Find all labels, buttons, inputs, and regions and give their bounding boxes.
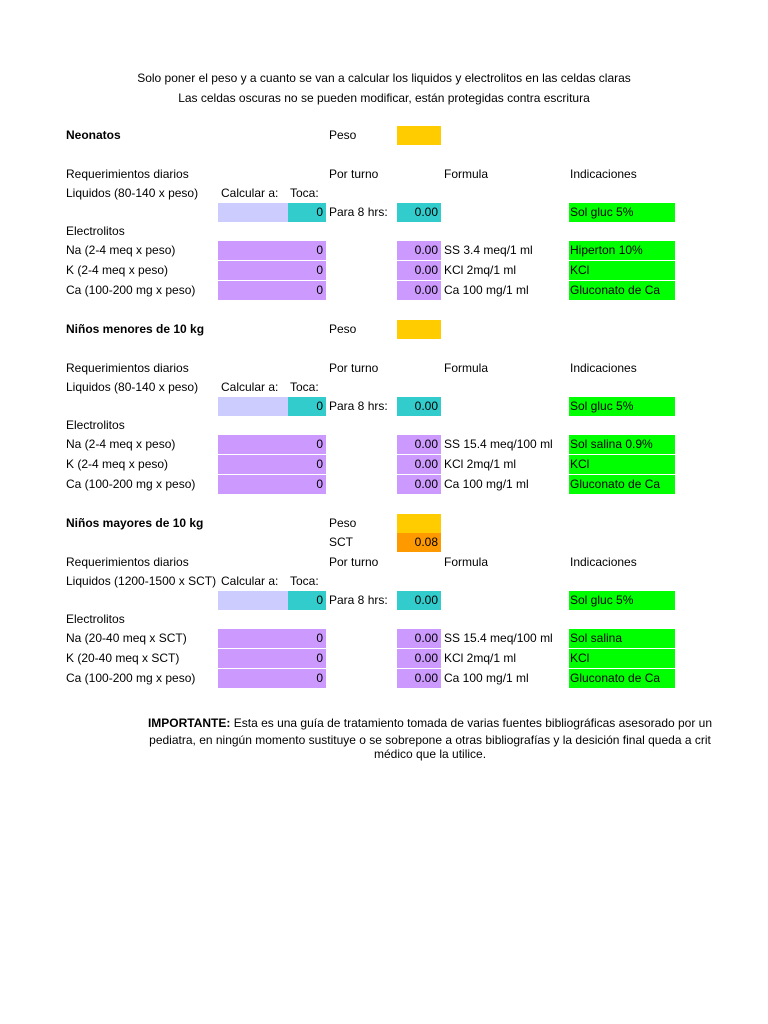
indicaciones-header: Indicaciones <box>570 555 637 569</box>
electrolyte-per-turno: 0.00 <box>397 281 441 300</box>
electrolyte-per-turno: 0.00 <box>397 649 441 668</box>
instructions-line-1: Solo poner el peso y a cuanto se van a calcular los liquidos y electrolitos en las celdas claras <box>137 71 631 85</box>
electrolyte-label: Na (2-4 meq x peso) <box>66 243 176 257</box>
liquid-indication: Sol gluc 5% <box>569 591 675 610</box>
electrolyte-indication: Hiperton 10% <box>569 241 675 260</box>
important-note-line-2: pediatra, en ningún momento sustituye o se sobrepone a otras bibliografías y la desición final queda a crit <box>149 733 711 747</box>
para-8-hrs-label: Para 8 hrs: <box>329 205 388 219</box>
electrolitos-label: Electrolitos <box>66 418 125 432</box>
liquidos-label: Liquidos (80-140 x peso) <box>66 186 199 200</box>
electrolyte-indication: KCl <box>569 649 675 668</box>
electrolitos-label: Electrolitos <box>66 224 125 238</box>
formula-header: Formula <box>444 167 489 181</box>
formula-header: Formula <box>444 555 489 569</box>
electrolyte-per-turno: 0.00 <box>397 241 441 260</box>
important-note-line-1 <box>60 714 768 732</box>
electrolyte-indication: KCl <box>569 261 675 280</box>
formula-header: Formula <box>444 361 489 375</box>
sct-label: SCT <box>329 535 353 549</box>
peso-label: Peso <box>329 128 357 142</box>
electrolyte-indication: Gluconato de Ca <box>569 669 675 688</box>
calcular-input[interactable] <box>218 397 288 416</box>
electrolyte-value: 0 <box>218 455 326 474</box>
electrolyte-label: Ca (100-200 mg x peso) <box>66 477 196 491</box>
electrolyte-label: Na (2-4 meq x peso) <box>66 437 176 451</box>
electrolyte-value: 0 <box>218 281 326 300</box>
peso-label: Peso <box>329 322 357 336</box>
electrolyte-label: K (2-4 meq x peso) <box>66 457 169 471</box>
electrolyte-per-turno: 0.00 <box>397 475 441 494</box>
toca-value: 0 <box>288 203 326 222</box>
electrolyte-per-turno: 0.00 <box>397 435 441 454</box>
instructions-line-2: Las celdas oscuras no se pueden modificar, están protegidas contra escritura <box>178 91 590 105</box>
electrolyte-value: 0 <box>218 435 326 454</box>
calcular-label: Calcular a: <box>221 574 279 588</box>
por-turno-header: Por turno <box>329 555 379 569</box>
electrolyte-indication: Gluconato de Ca <box>569 281 675 300</box>
electrolyte-formula: Ca 100 mg/1 ml <box>444 283 529 297</box>
electrolyte-per-turno: 0.00 <box>397 629 441 648</box>
para-8-hrs-value: 0.00 <box>397 591 441 610</box>
toca-value: 0 <box>288 591 326 610</box>
electrolyte-indication: Sol salina 0.9% <box>569 435 675 454</box>
electrolyte-indication: Sol salina <box>569 629 675 648</box>
liquidos-label: Liquidos (80-140 x peso) <box>66 380 199 394</box>
por-turno-header: Por turno <box>329 167 379 181</box>
peso-label: Peso <box>329 516 357 530</box>
peso-input[interactable] <box>397 514 441 533</box>
important-text: Esta es una guía de tratamiento tomada de varias fuentes bibliográficas asesorado por un <box>230 716 713 730</box>
electrolyte-formula: Ca 100 mg/1 ml <box>444 477 529 491</box>
para-8-hrs-value: 0.00 <box>397 203 441 222</box>
electrolyte-indication: KCl <box>569 455 675 474</box>
electrolyte-value: 0 <box>218 629 326 648</box>
electrolyte-indication: Gluconato de Ca <box>569 475 675 494</box>
calcular-input[interactable] <box>218 203 288 222</box>
electrolyte-value: 0 <box>218 475 326 494</box>
requerimientos-label: Requerimientos diarios <box>66 167 189 181</box>
toca-value: 0 <box>288 397 326 416</box>
liquid-indication: Sol gluc 5% <box>569 203 675 222</box>
requerimientos-label: Requerimientos diarios <box>66 361 189 375</box>
section-title: Niños mayores de 10 kg <box>66 516 204 530</box>
peso-input[interactable] <box>397 126 441 145</box>
sct-value: 0.08 <box>397 533 441 552</box>
electrolyte-formula: SS 3.4 meq/1 ml <box>444 243 533 257</box>
electrolyte-value: 0 <box>218 241 326 260</box>
electrolyte-value: 0 <box>218 261 326 280</box>
electrolitos-label: Electrolitos <box>66 612 125 626</box>
electrolyte-per-turno: 0.00 <box>397 261 441 280</box>
indicaciones-header: Indicaciones <box>570 361 637 375</box>
section-title: Neonatos <box>66 128 121 142</box>
toca-label: Toca: <box>290 380 319 394</box>
electrolyte-value: 0 <box>218 649 326 668</box>
toca-label: Toca: <box>290 574 319 588</box>
electrolyte-value: 0 <box>218 669 326 688</box>
electrolyte-formula: Ca 100 mg/1 ml <box>444 671 529 685</box>
electrolyte-per-turno: 0.00 <box>397 455 441 474</box>
electrolyte-formula: SS 15.4 meq/100 ml <box>444 631 553 645</box>
electrolyte-label: Na (20-40 meq x SCT) <box>66 631 187 645</box>
electrolyte-formula: KCl 2mq/1 ml <box>444 263 517 277</box>
para-8-hrs-value: 0.00 <box>397 397 441 416</box>
toca-label: Toca: <box>290 186 319 200</box>
section-title: Niños menores de 10 kg <box>66 322 205 336</box>
electrolyte-per-turno: 0.00 <box>397 669 441 688</box>
liquidos-label: Liquidos (1200-1500 x SCT) <box>66 574 217 588</box>
calcular-label: Calcular a: <box>221 380 279 394</box>
electrolyte-label: Ca (100-200 mg x peso) <box>66 671 196 685</box>
calcular-input[interactable] <box>218 591 288 610</box>
electrolyte-formula: SS 15.4 meq/100 ml <box>444 437 553 451</box>
important-label: IMPORTANTE: <box>147 716 231 730</box>
electrolyte-formula: KCl 2mq/1 ml <box>444 651 517 665</box>
electrolyte-label: K (2-4 meq x peso) <box>66 263 169 277</box>
electrolyte-label: K (20-40 meq x SCT) <box>66 651 180 665</box>
important-note-line-3: médico que la utilice. <box>373 747 487 761</box>
liquid-indication: Sol gluc 5% <box>569 397 675 416</box>
indicaciones-header: Indicaciones <box>570 167 637 181</box>
calcular-label: Calcular a: <box>221 186 279 200</box>
para-8-hrs-label: Para 8 hrs: <box>329 399 388 413</box>
por-turno-header: Por turno <box>329 361 379 375</box>
peso-input[interactable] <box>397 320 441 339</box>
requerimientos-label: Requerimientos diarios <box>66 555 189 569</box>
para-8-hrs-label: Para 8 hrs: <box>329 593 388 607</box>
electrolyte-label: Ca (100-200 mg x peso) <box>66 283 196 297</box>
electrolyte-formula: KCl 2mq/1 ml <box>444 457 517 471</box>
